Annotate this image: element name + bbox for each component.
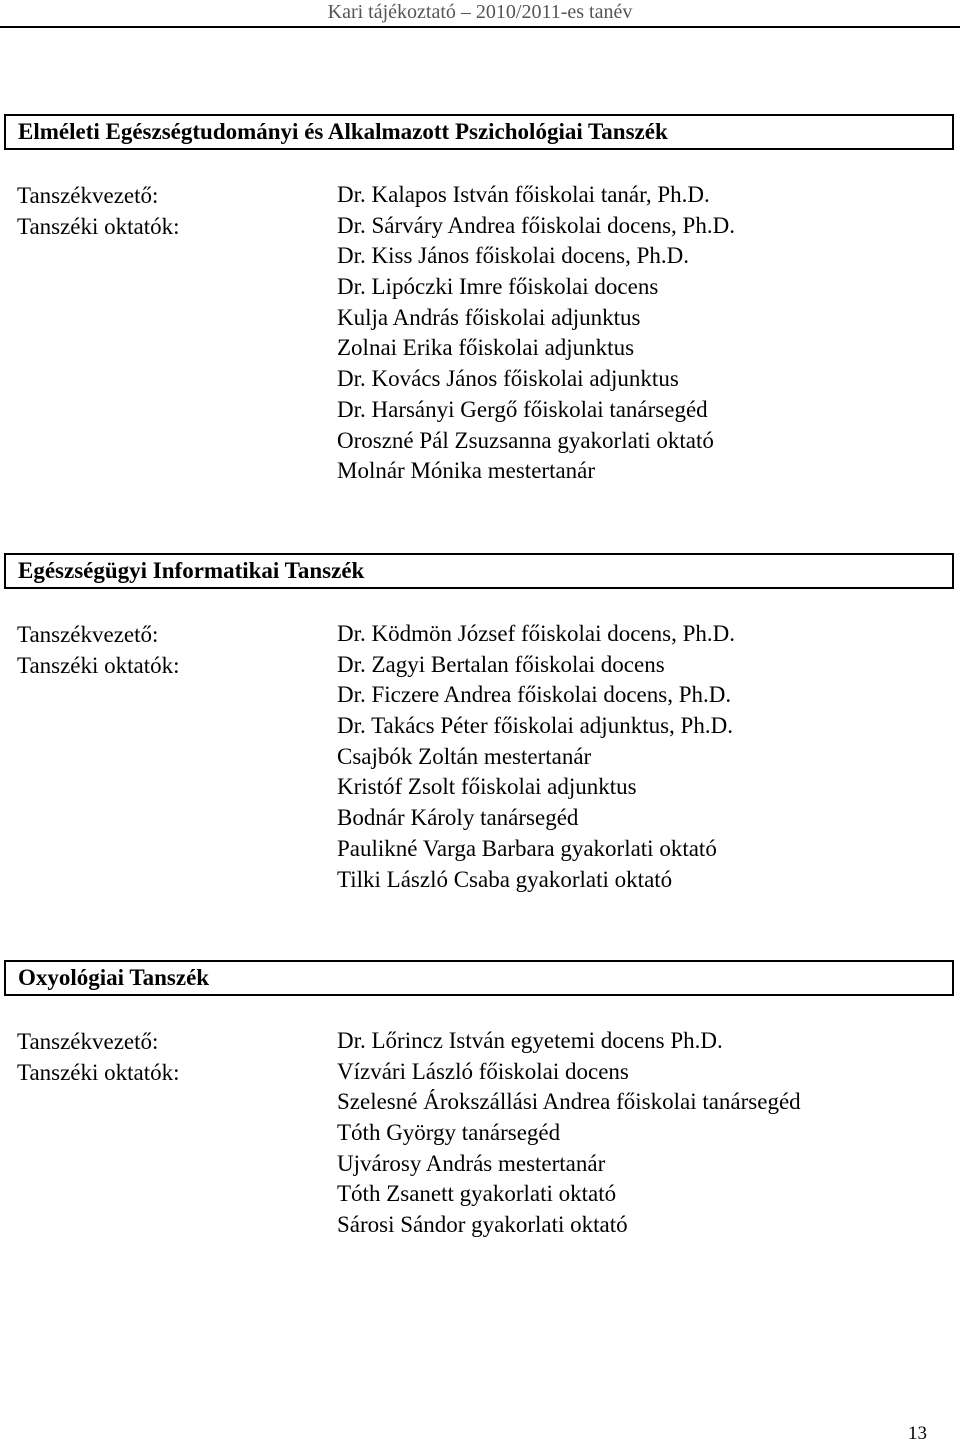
section-title-box [4, 114, 954, 150]
staff-member: Kristóf Zsolt főiskolai adjunktus [337, 774, 637, 800]
staff-member: Dr. Lőrincz István egyetemi docens Ph.D. [337, 1028, 723, 1053]
section-title: Oxyológiai Tanszék [18, 965, 210, 990]
staff-member: Dr. Ködmön József főiskolai docens, Ph.D. [337, 621, 735, 646]
section-title: Elméleti Egészségtudományi és Alkalmazott Pszichológiai Tanszék [18, 119, 668, 144]
staff-list [337, 180, 735, 487]
staff-member: Dr. Zagyi Bertalan főiskolai docens [337, 651, 665, 677]
staff-member: Dr. Ficzere Andrea főiskolai docens, Ph.D. [337, 682, 732, 708]
staff-member: Dr. Kiss János főiskolai docens, Ph.D. [337, 243, 690, 269]
section-title: Egészségügyi Informatikai Tanszék [18, 558, 365, 583]
staff-member: Sárosi Sándor gyakorlati oktató [337, 1212, 628, 1238]
staff-list [337, 619, 735, 895]
staff-member: Oroszné Pál Zsuzsanna gyakorlati oktató [337, 427, 714, 453]
staff-member: Vízvári László főiskolai docens [337, 1058, 629, 1084]
staff-member: Molnár Mónika mestertanár [337, 458, 596, 484]
staff-label: Tanszéki oktatók: [17, 1060, 180, 1085]
staff-label: Tanszéki oktatók: [17, 653, 180, 678]
staff-member: Dr. Kovács János főiskolai adjunktus [337, 366, 679, 392]
staff-list [337, 1026, 801, 1241]
page-number: 13 [908, 1423, 927, 1444]
staff-label: Tanszéki oktatók: [17, 214, 180, 239]
section-title-box [4, 960, 954, 996]
running-header-title: Kari tájékoztató – 2010/2011-es tanév [327, 1, 633, 23]
head-label: Tanszékvezető: [17, 622, 159, 647]
header-rule [0, 26, 960, 28]
staff-member: Csajbók Zoltán mestertanár [337, 743, 592, 769]
staff-member: Dr. Takács Péter főiskolai adjunktus, Ph.D. [337, 713, 733, 739]
staff-member: Dr. Sárváry Andrea főiskolai docens, Ph.D. [337, 212, 735, 238]
staff-member: Tilki László Csaba gyakorlati oktató [337, 866, 673, 892]
staff-member: Tóth Zsanett gyakorlati oktató [337, 1181, 617, 1207]
staff-member: Paulikné Varga Barbara gyakorlati oktató [337, 835, 717, 861]
staff-member: Dr. Kalapos István főiskolai tanár, Ph.D. [337, 182, 710, 207]
staff-member: Zolnai Erika főiskolai adjunktus [337, 335, 635, 361]
staff-member: Bodnár Károly tanársegéd [337, 805, 579, 831]
staff-member: Dr. Harsányi Gergő főiskolai tanársegéd [337, 396, 708, 422]
staff-member: Kulja András főiskolai adjunktus [337, 304, 641, 330]
head-label: Tanszékvezető: [17, 183, 159, 208]
staff-member: Dr. Lipóczki Imre főiskolai docens [337, 274, 659, 300]
page-header [0, 0, 960, 30]
staff-member: Szelesné Árokszállási Andrea főiskolai tanársegéd [337, 1089, 801, 1115]
staff-member: Tóth György tanársegéd [337, 1120, 561, 1146]
section-title-box [4, 553, 954, 589]
staff-member: Ujvárosy András mestertanár [337, 1150, 606, 1176]
head-label: Tanszékvezető: [17, 1029, 159, 1054]
